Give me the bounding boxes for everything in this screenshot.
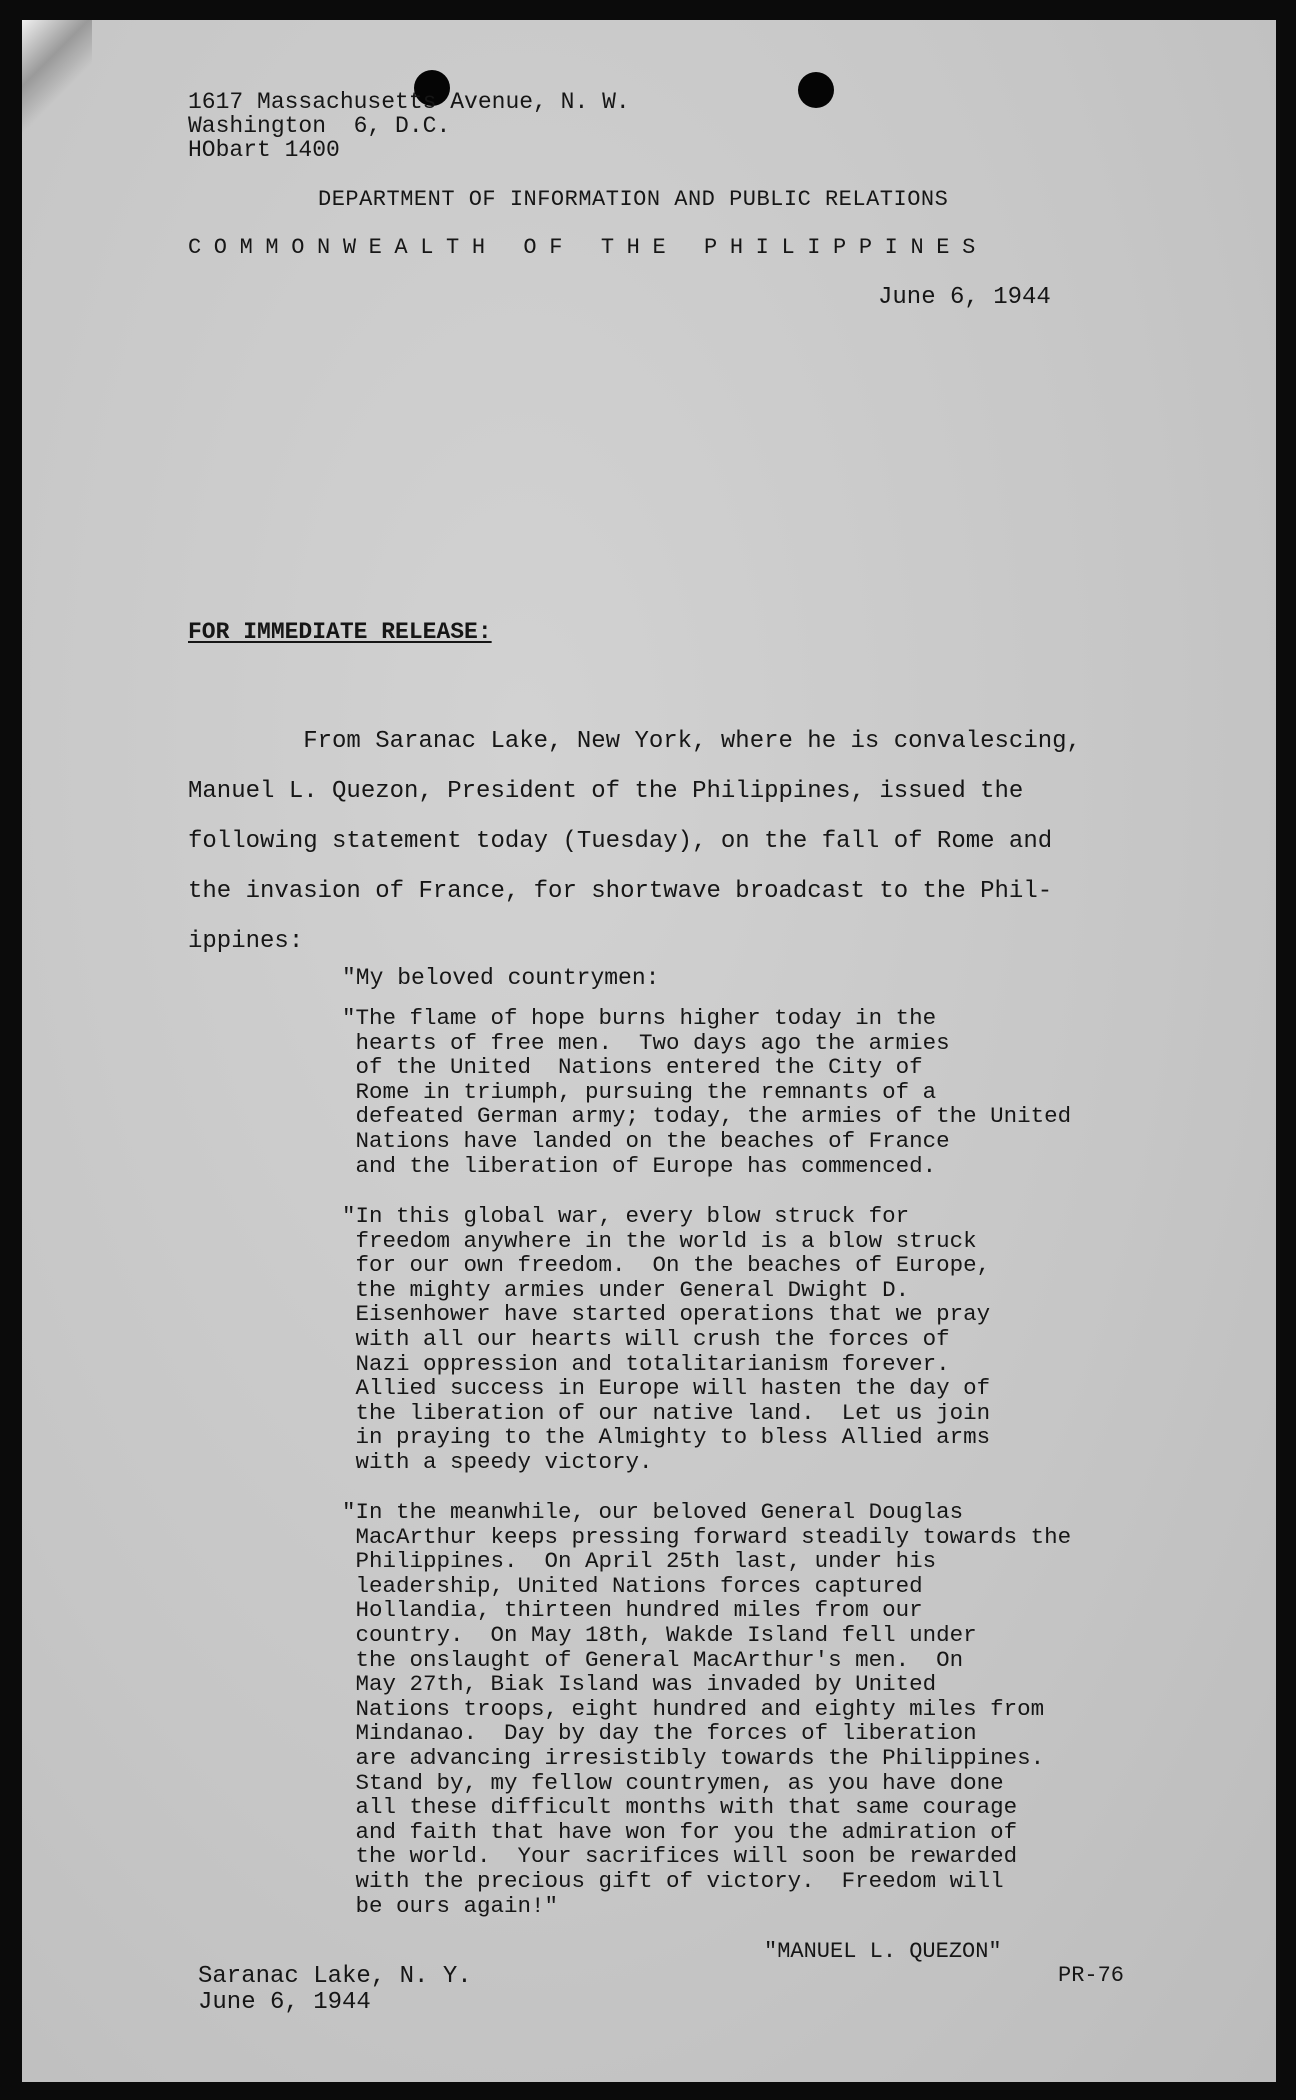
quote-line: the onslaught of General MacArthur's men. On: [342, 1646, 964, 1673]
intro-line: ippines:: [188, 928, 304, 955]
quote-line: Nations have landed on the beaches of France: [342, 1127, 950, 1154]
quote-paragraph-1: [342, 1006, 1071, 1178]
quote-line: leadership, United Nations forces captured: [342, 1572, 923, 1599]
reference-number: PR-76: [1058, 1963, 1125, 1988]
quote-line: Stand by, my fellow countrymen, as you have done: [342, 1769, 1004, 1796]
quote-line: the liberation of our native land. Let us join: [342, 1399, 991, 1426]
quote-line: of the United Nations entered the City of: [342, 1054, 923, 1081]
quote-line: "In the meanwhile, our beloved General Douglas: [342, 1499, 964, 1525]
place-line-1: Saranac Lake, N. Y.: [198, 1963, 472, 1990]
quote-line: Nations troops, eight hundred and eighty miles from: [342, 1695, 1045, 1722]
intro-line: the invasion of France, for shortwave broadcast to the Phil-: [188, 878, 1053, 905]
quote-line: "In this global war, every blow struck for: [342, 1203, 910, 1229]
quote-line: Mindanao. Day by day the forces of liberation: [342, 1720, 977, 1747]
quote-line: Nazi oppression and totalitarianism forever.: [342, 1350, 950, 1377]
quote-line: in praying to the Almighty to bless Allied arms: [342, 1424, 991, 1451]
address-line-2: Washington 6, D.C.: [188, 113, 451, 139]
quote-line: with all our hearts will crush the forces of: [342, 1325, 950, 1352]
quote-line: and faith that have won for you the admiration of: [342, 1818, 1018, 1845]
department-heading: DEPARTMENT OF INFORMATION AND PUBLIC RELATIONS: [318, 187, 949, 212]
document-page: [22, 20, 1276, 2082]
quote-line: the mighty armies under General Dwight D.: [342, 1276, 910, 1303]
quote-paragraph-2: [342, 1204, 990, 1475]
quote-paragraph-3: [342, 1500, 1071, 1918]
quote-line: "The flame of hope burns higher today in the: [342, 1005, 937, 1031]
release-label: FOR IMMEDIATE RELEASE:: [188, 619, 492, 645]
phone-line: HObart 1400: [188, 137, 340, 163]
place-line-2: June 6, 1944: [198, 1989, 371, 2016]
quote-line: freedom anywhere in the world is a blow struck: [342, 1227, 977, 1254]
intro-line: Manuel L. Quezon, President of the Philippines, issued the: [188, 778, 1024, 805]
quote-line: the world. Your sacrifices will soon be rewarded: [342, 1843, 1018, 1870]
quote-line: May 27th, Biak Island was invaded by United: [342, 1671, 937, 1698]
quote-line: country. On May 18th, Wakde Island fell under: [342, 1621, 977, 1648]
quote-line: all these difficult months with that same courage: [342, 1794, 1018, 1821]
quote-line: Allied success in Europe will hasten the day of: [342, 1375, 991, 1402]
quote-line: with the precious gift of victory. Freedom will: [342, 1867, 1004, 1894]
quote-line: be ours again!": [342, 1892, 559, 1919]
salutation: "My beloved countrymen:: [342, 965, 660, 991]
intro-paragraph: [188, 717, 1188, 967]
header-date: June 6, 1944: [878, 284, 1051, 311]
intro-line: following statement today (Tuesday), on the fall of Rome and: [188, 828, 1053, 855]
quote-line: and the liberation of Europe has commenced.: [342, 1152, 937, 1179]
quote-line: for our own freedom. On the beaches of Europe,: [342, 1252, 991, 1279]
quote-line: defeated German army; today, the armies of the United: [342, 1103, 1072, 1130]
folded-corner: [22, 20, 92, 140]
quote-line: Hollandia, thirteen hundred miles from our: [342, 1597, 923, 1624]
address-line-1: 1617 Massachusetts Avenue, N. W.: [188, 89, 630, 115]
quote-line: MacArthur keeps pressing forward steadily towards the: [342, 1523, 1072, 1550]
intro-line: From Saranac Lake, New York, where he is convalescing,: [188, 728, 1081, 755]
quote-line: Philippines. On April 25th last, under his: [342, 1548, 937, 1575]
quote-line: are advancing irresistibly towards the Philippines.: [342, 1744, 1045, 1771]
quote-line: hearts of free men. Two days ago the armies: [342, 1029, 950, 1056]
quote-line: Eisenhower have started operations that we pray: [342, 1301, 991, 1328]
quote-line: Rome in triumph, pursuing the remnants of a: [342, 1078, 937, 1105]
quote-line: with a speedy victory.: [342, 1448, 653, 1475]
punch-hole-right: [798, 72, 834, 108]
signature: "MANUEL L. QUEZON": [764, 1939, 1002, 1964]
commonwealth-heading: COMMONWEALTH OF THE PHILIPPINES: [188, 235, 988, 260]
